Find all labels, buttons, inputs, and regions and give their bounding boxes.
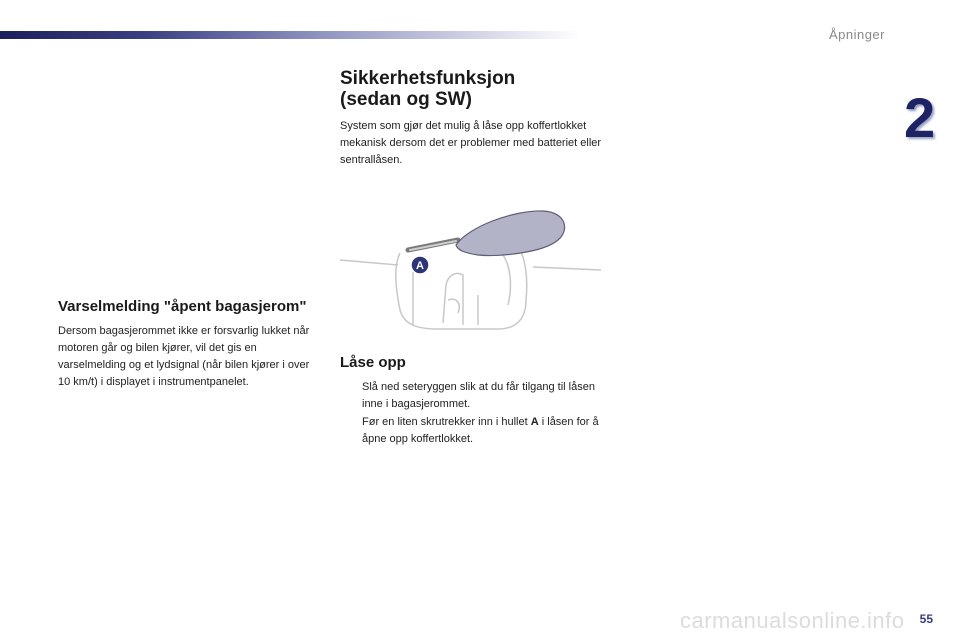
header-gradient-bar [0, 31, 580, 39]
warning-heading: Varselmelding "åpent bagasjerom" [58, 298, 307, 315]
unlock-step-2-bold: A [530, 416, 539, 428]
warning-body: Dersom bagasjerommet ikke er forsvarlig lukket når motoren går og bilen kjører, vil det gis en varselmelding og et lydsignal (når bilen kjører i over 10 km/t) i displayet i instrumentpanelet. [58, 325, 310, 388]
screwdriver-icon [408, 211, 565, 256]
unlock-heading: Låse opp [340, 354, 406, 371]
section-title: Åpninger [828, 27, 885, 42]
trunk-lock-illustration [338, 205, 603, 335]
chapter-number: 2 [904, 86, 936, 149]
safety-body: System som gjør det mulig å låse opp koffertlokket mekanisk dersom det er problemer med batteriet eller sentrallåsen. [340, 120, 602, 166]
unlock-steps [340, 379, 610, 448]
watermark-link[interactable]: carmanualsonline.info [680, 608, 905, 633]
unlock-step-2-post: i låsen for å åpne opp koffertlokket. [362, 416, 599, 445]
page-number: 55 [919, 612, 933, 626]
warning-section [58, 299, 320, 391]
unlock-step-2 [340, 414, 610, 448]
lock-mechanism-drawing [340, 245, 601, 329]
unlock-section [340, 354, 610, 449]
unlock-step-2-pre: Før en liten skrutrekker inn i hullet [362, 416, 531, 428]
safety-heading: Sikkerhetsfunksjon (sedan og SW) [340, 68, 516, 110]
safety-section [340, 68, 610, 169]
unlock-step-1-text: Slå ned seteryggen slik at du får tilgang til låsen inne i bagasjerommet. [362, 381, 595, 410]
unlock-step-1 [340, 379, 610, 413]
callout-a-label: A [416, 260, 424, 272]
callout-a-icon [411, 256, 429, 274]
